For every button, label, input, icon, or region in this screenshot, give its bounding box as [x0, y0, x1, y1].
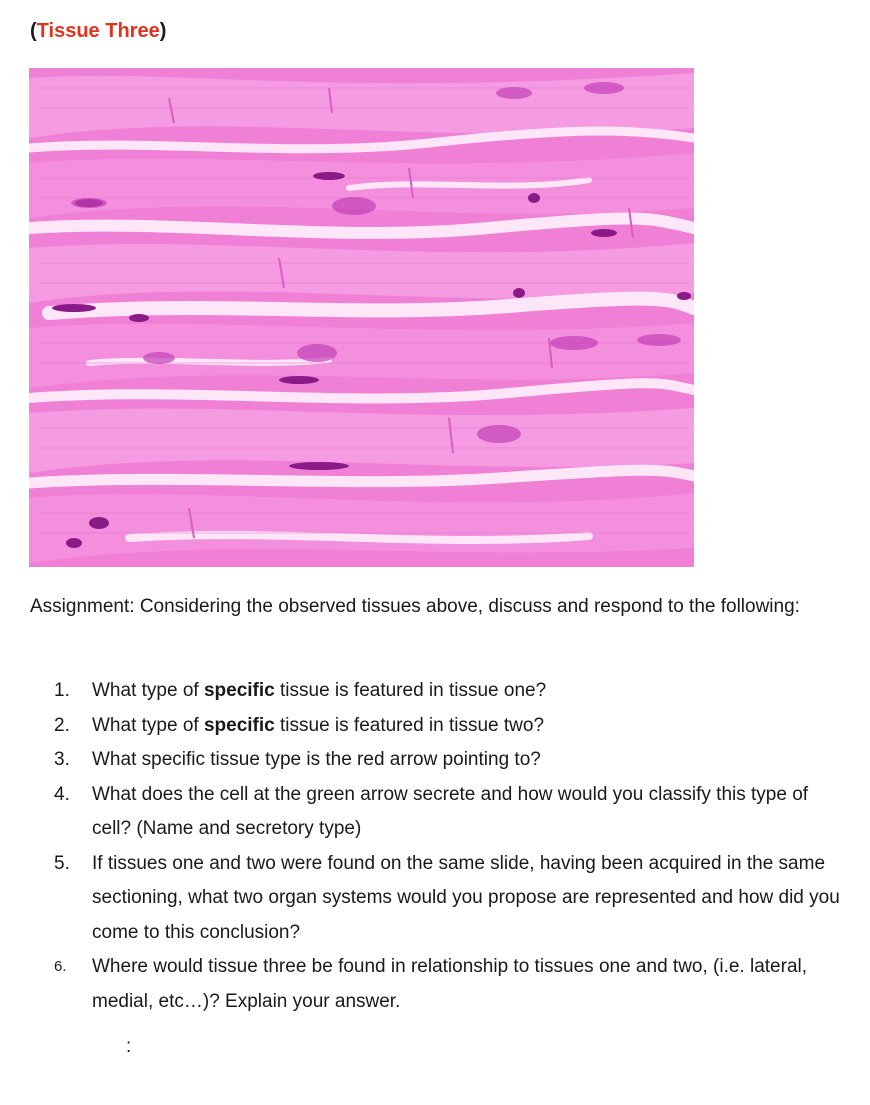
nucleus [637, 334, 681, 346]
nucleus [496, 87, 532, 99]
nucleus [550, 336, 598, 350]
nucleus [71, 198, 107, 208]
assignment-label: Assignment: [30, 596, 135, 617]
nucleus [289, 462, 349, 470]
title-open-paren: ( [30, 20, 37, 42]
question-item-2 [54, 709, 844, 744]
gap [129, 535, 589, 540]
nucleus [477, 425, 521, 443]
question-text-pre: What does the cell at the green arrow secrete and how would you classify this type of cell? (Name and secretory type) [92, 783, 809, 839]
question-text-post: tissue is featured in tissue two? [274, 714, 545, 736]
nucleus [313, 172, 345, 180]
nucleus [129, 314, 149, 322]
nucleus [52, 304, 96, 312]
question-number: 6. [54, 958, 67, 975]
question-number: 2. [54, 714, 70, 736]
question-text-pre: What type of [92, 714, 204, 736]
nucleus [66, 538, 82, 548]
question-item-4 [54, 778, 844, 847]
tissue-micrograph [29, 68, 694, 567]
nucleus [584, 82, 624, 94]
question-item-3 [54, 743, 844, 778]
question-number: 1. [54, 680, 70, 701]
question-number: 5. [54, 852, 70, 874]
question-text-post: tissue is featured in tissue one? [274, 680, 547, 701]
question-text-pre: What specific tissue type is the red arrow pointing to? [92, 749, 541, 770]
trailing-colon: : [126, 1036, 132, 1057]
assignment-text [30, 590, 840, 624]
question-item-6 [54, 950, 844, 1019]
title-text: Tissue Three [36, 20, 160, 42]
assignment-body: Considering the observed tissues above, discuss and respond to the following: [134, 596, 800, 617]
question-item-1 [54, 674, 844, 709]
nucleus [297, 344, 337, 362]
nucleus [89, 517, 109, 529]
micrograph-image [29, 68, 694, 567]
question-text-pre: Where would tissue three be found in relationship to tissues one and two, (i.e. lateral, medial, etc…)? Explain your answer. [92, 956, 808, 1012]
nucleus [143, 352, 175, 364]
nucleus [332, 197, 376, 215]
title-close-paren: ) [159, 20, 167, 42]
nucleus [279, 376, 319, 384]
question-text-bold: specific [203, 714, 275, 736]
question-text-bold: specific [203, 680, 275, 701]
question-text-pre: If tissues one and two were found on the same slide, having been acquired in the same sectioning, what two organ systems would you propose are represented and how did you come to this conclusion? [92, 852, 840, 943]
question-number: 3. [54, 749, 70, 770]
question-list [54, 674, 844, 1019]
nucleus [528, 193, 540, 203]
nucleus [677, 292, 691, 300]
question-text-pre: What type of [92, 680, 204, 701]
nucleus [591, 229, 617, 237]
tissue-title [30, 20, 166, 43]
question-item-5 [54, 847, 844, 951]
nucleus [513, 288, 525, 298]
question-number: 4. [54, 783, 70, 805]
